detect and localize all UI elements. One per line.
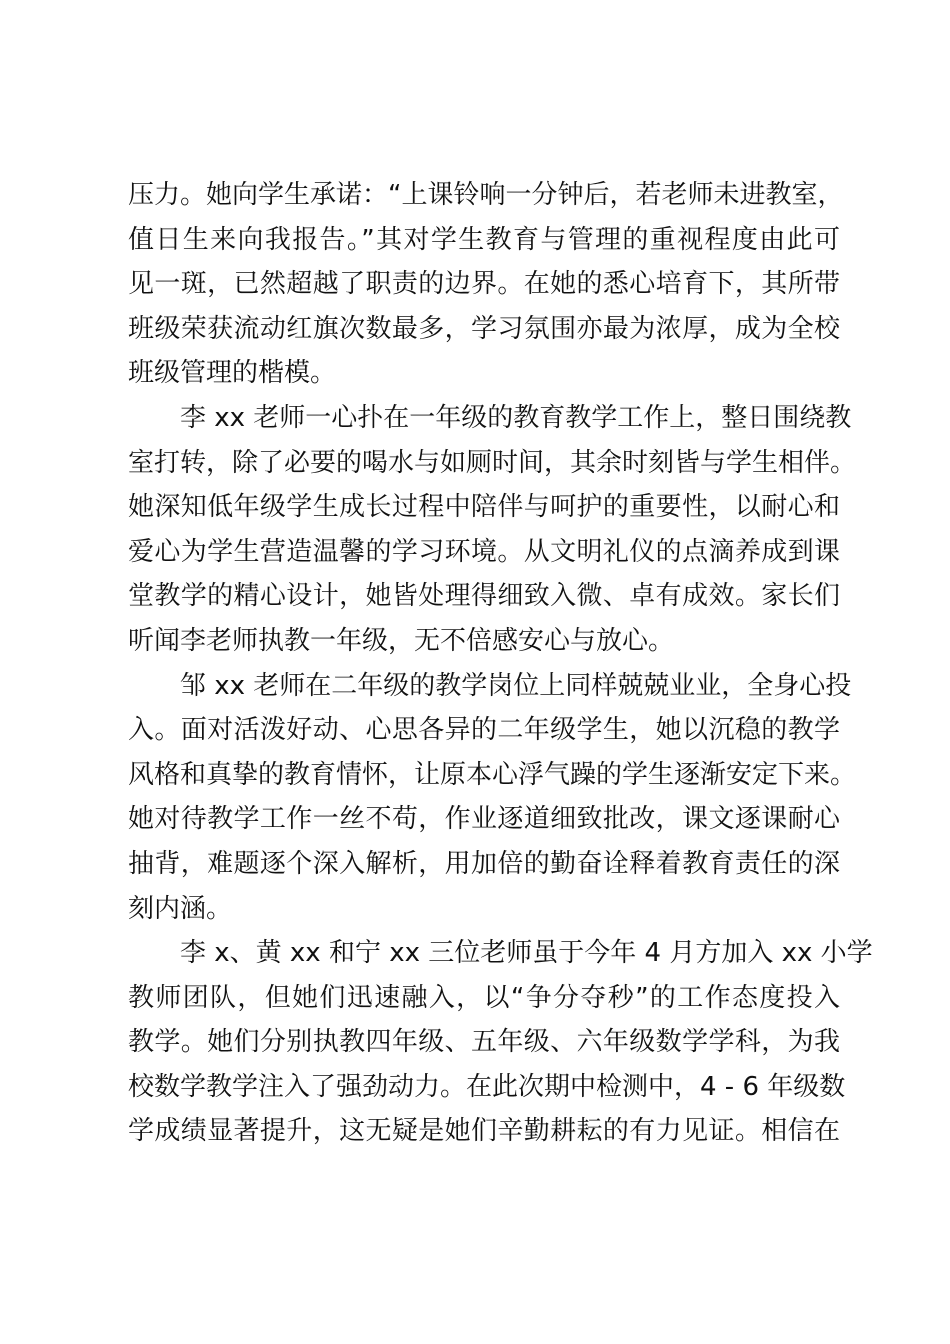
text-line: 爱心为学生营造温馨的学习环境。从文明礼仪的点滴养成到课 [128,536,840,567]
paragraph-4 [128,931,873,1154]
text-line: 风格和真挚的教育情怀，让原本心浮气躁的学生逐渐安定下来。 [128,759,857,790]
text-line: 刻内涵。 [128,893,233,924]
text-line: 班级管理的楷模。 [128,358,337,389]
text-line: 她深知低年级学生成长过程中陪伴与呵护的重要性，以耐心和 [128,492,840,523]
document-body [128,173,873,1154]
text-line: 她对待教学工作一丝不苟，作业逐道细致批改，课文逐课耐心 [128,804,840,835]
text-line: 入。面对活泼好动、心思各异的二年级学生，她以沉稳的教学 [128,715,840,746]
text-line: 室打转，除了必要的喝水与如厕时间，其余时刻皆与学生相伴。 [128,447,857,478]
text-line: 班级荣获流动红旗次数最多，学习氛围亦最为浓厚，成为全校 [128,313,840,344]
text-line: 抽背，难题逐个深入解析，用加倍的勤奋诠释着教育责任的深 [128,848,840,879]
text-line: 见一斑，已然超越了职责的边界。在她的悉心培育下，其所带 [128,269,840,300]
text-line: 听闻李老师执教一年级，无不倍感安心与放心。 [128,625,675,656]
paragraph-1 [128,173,844,396]
paragraph-2 [128,396,857,664]
text-line: 李 xx 老师一心扑在一年级的教育教学工作上，整日围绕教 [180,402,852,433]
text-line: 校数学教学注入了强劲动力。在此次期中检测中，4 - 6 年级数 [128,1071,846,1102]
text-line: 压力。她向学生承诺：“上课铃响一分钟后，若老师未进教室， [128,180,844,210]
text-line: 学成绩显著提升，这无疑是她们辛勤耕耘的有力见证。相信在 [128,1116,840,1147]
text-line: 教师团队，但她们迅速融入，以“争分夺秒”的工作态度投入 [128,982,840,1013]
text-line: 堂教学的精心设计，她皆处理得细致入微、卓有成效。家长们 [128,581,840,612]
paragraph-3 [128,664,857,932]
text-line: 李 x、黄 xx 和宁 xx 三位老师虽于今年 4 月方加入 xx 小学 [180,938,873,969]
text-line: 教学。她们分别执教四年级、五年级、六年级数学学科，为我 [128,1027,840,1058]
text-line: 值日生来向我报告。”其对学生教育与管理的重视程度由此可 [128,224,840,255]
text-line: 邹 xx 老师在二年级的教学岗位上同样兢兢业业，全身心投 [180,670,852,701]
